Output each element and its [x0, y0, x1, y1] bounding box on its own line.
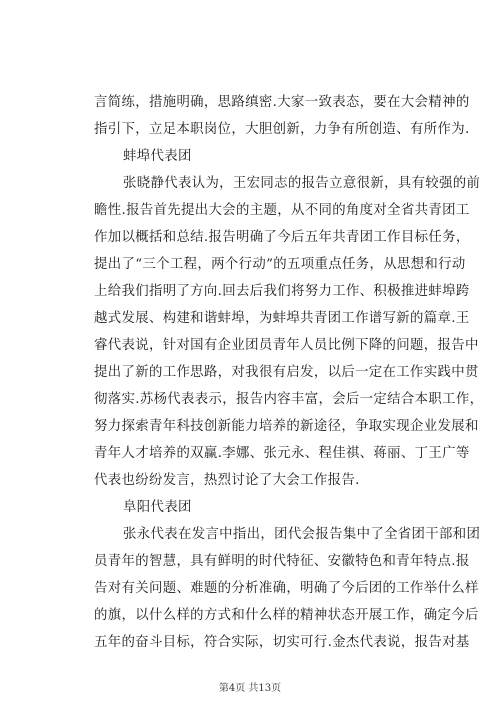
body-line: 作加以概括和总结.报告明确了今后五年共青团工作目标任务，: [94, 230, 470, 245]
paragraph-first-line: 张永代表在发言中指出，团代会报告集中了全省团干部和团: [123, 527, 481, 542]
paragraph-first-line: 张晓静代表认为，王宏同志的报告立意很新，具有较强的前: [123, 176, 481, 191]
section-heading: 蚌埠代表团: [123, 149, 192, 164]
body-line: 员青年的智慧，具有鲜明的时代特征、安徽特色和青年特点.报: [94, 554, 470, 569]
body-line: 努力探索青年科技创新能力培养的新途径，争取实现企业发展和: [94, 419, 479, 434]
body-line: 上给我们指明了方向.回去后我们将努力工作、积极推进蚌埠跨: [94, 284, 470, 299]
body-line: 睿代表说，针对国有企业团员青年人员比例下降的问题，报告中: [94, 338, 479, 353]
body-line: 青年人才培养的双赢.李娜、张元永、程佳祺、蒋丽、丁王广等: [94, 446, 470, 461]
body-line: 指引下，立足本职岗位，大胆创新，力争有所创造、有所作为.: [94, 122, 470, 137]
body-line: 瞻性.报告首先提出大会的主题，从不同的角度对全省共青团工: [94, 203, 470, 218]
body-line: 告对有关问题、难题的分析准确，明确了今后团的工作举什么样: [94, 581, 479, 596]
body-line: 的旗，以什么样的方式和什么样的精神状态开展工作，确定今后: [94, 608, 479, 623]
body-line: 提出了新的工作思路，对我很有启发，以后一定在工作实践中贯: [94, 365, 479, 380]
body-line: 彻落实.苏杨代表表示，报告内容丰富，会后一定结合本职工作，: [94, 392, 484, 407]
body-line: 提出了“三个工程，两个行动”的五项重点任务，从思想和行动: [94, 257, 466, 272]
body-line: 代表也纷纷发言，热烈讨论了大会工作报告.: [94, 473, 360, 488]
body-line: 越式发展、构建和谐蚌埠，为蚌埠共青团工作谱写新的篇章.王: [94, 311, 470, 326]
body-line: 言简练，措施明确，思路缜密.大家一致表态，要在大会精神的: [94, 95, 470, 110]
body-line: 五年的奋斗目标，符合实际，切实可行.金杰代表说，报告对基: [94, 635, 470, 650]
section-heading: 阜阳代表团: [123, 500, 192, 515]
page-number-footer: 第4页 共13页: [218, 683, 282, 694]
